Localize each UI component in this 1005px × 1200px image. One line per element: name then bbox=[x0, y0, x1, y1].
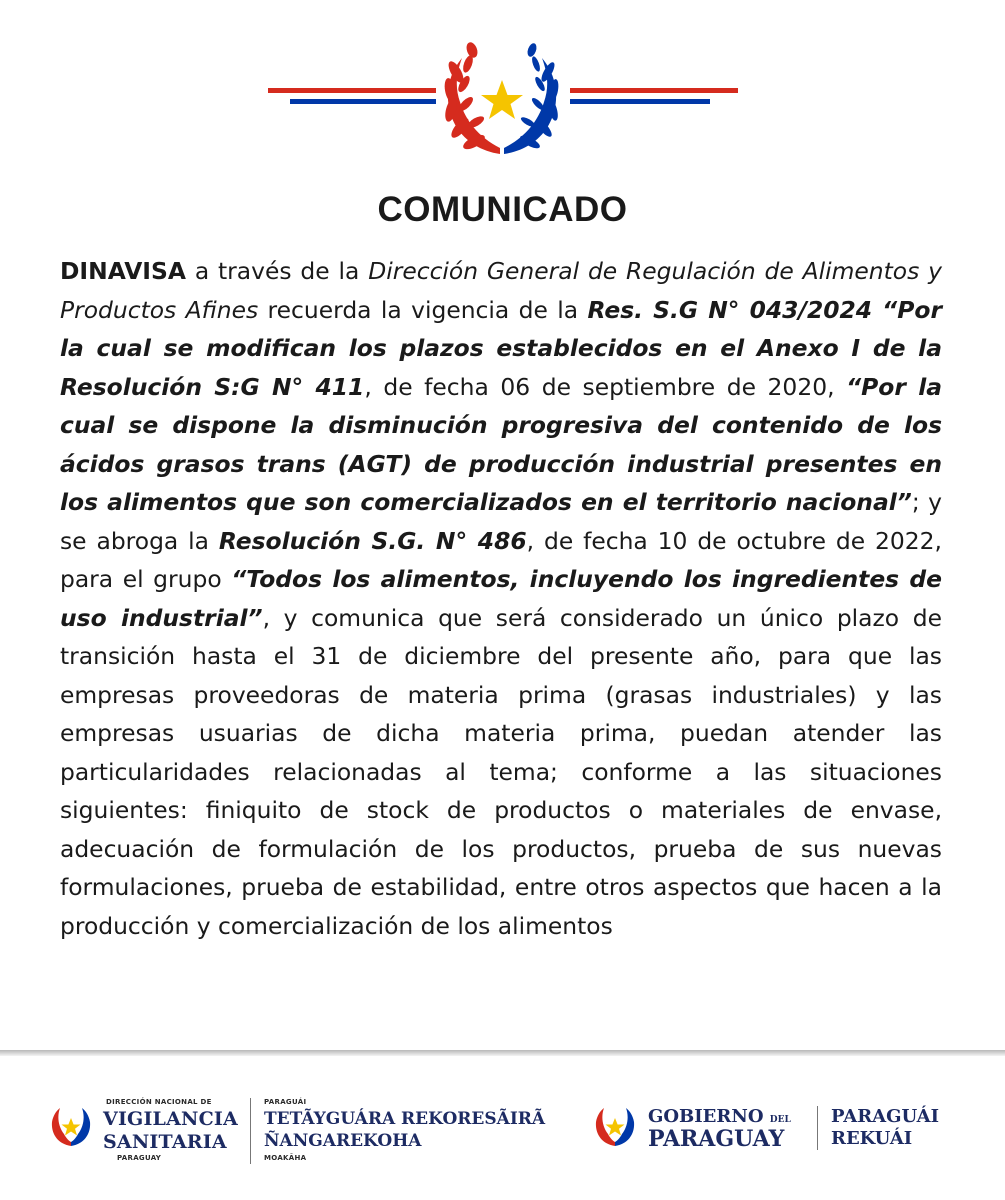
body-segment: , y comunica que será considerado un único plazo de transición hasta el 31 de diciembre del presente año, para que las empresas proveedoras de materia prima (grasas industriales) y las empresas usuarias de dicha materia prima, puedan atender las particularidades relacionadas al tema; conforme a las situaciones siguientes: finiquito de stock de productos o materiales de envase, adecuación de formulación de los productos, prueba de sus nuevas formulaciones, prueba de estabilidad, entre otros aspectos que hacen a la producción y comercialización de los alimentos bbox=[60, 603, 942, 940]
footer bbox=[0, 1060, 1005, 1200]
vigilancia-top-text: DIRECCIÓN NACIONAL DE bbox=[106, 1098, 212, 1106]
flag-stripes-left bbox=[268, 88, 436, 104]
blue-stripe bbox=[290, 99, 436, 104]
vigilancia-line2: SANITARIA bbox=[103, 1131, 227, 1153]
del-word: DEL bbox=[769, 1115, 791, 1125]
gobierno-label bbox=[648, 1106, 791, 1127]
blue-stripe bbox=[570, 99, 710, 104]
guarani-bottom-text: MOAKÃHA bbox=[264, 1154, 307, 1162]
body-segment: a través de la bbox=[185, 257, 369, 285]
communique-body bbox=[60, 252, 942, 945]
vigilancia-line1: VIGILANCIA bbox=[103, 1108, 238, 1130]
body-segment: Dirección General de Regulación de Alimentos y Productos Afines bbox=[60, 257, 942, 324]
body-segment: “Por la cual se dispone la disminución progresiva del contenido de los ácidos grasos trans (AGT) de producción industrial presentes en los alimentos que son comercializados en el territorio nacional” bbox=[60, 372, 942, 516]
red-stripe bbox=[570, 88, 738, 93]
body-segment: , de fecha 10 de octubre de 2022, para el grupo bbox=[60, 526, 942, 593]
vigilancia-bottom-text: PARAGUAY bbox=[117, 1154, 162, 1162]
guarani-line1: TETÃYGUÁRA REKORESÃIRÃ bbox=[264, 1109, 546, 1129]
gobierno-emblem-icon bbox=[592, 1104, 638, 1150]
body-segment: recuerda la vigencia de la bbox=[258, 295, 588, 324]
footer-divider bbox=[0, 1050, 1005, 1056]
footer-separator bbox=[250, 1098, 251, 1164]
paraguay-emblem-icon bbox=[436, 42, 568, 160]
flag-stripes-right bbox=[570, 88, 738, 104]
header bbox=[0, 0, 1005, 170]
body-segment: ; y se abroga la bbox=[60, 488, 942, 555]
footer-separator bbox=[817, 1106, 818, 1150]
vigilancia-emblem-icon bbox=[48, 1104, 94, 1150]
body-segment: Res. S.G N° 043/2024 “Por la cual se modifican los plazos establecidos en el Anexo I de la Resolución S:G N° 411 bbox=[60, 295, 942, 401]
paraguay-word: PARAGUAY bbox=[648, 1126, 785, 1152]
guarani-line2: ÑANGAREKOHA bbox=[264, 1131, 422, 1151]
red-stripe bbox=[268, 88, 436, 93]
body-segment: , de fecha 06 de septiembre de 2020, bbox=[364, 372, 847, 401]
body-segment: DINAVISA bbox=[60, 257, 186, 285]
paraguai-word: PARAGUÁI bbox=[831, 1106, 940, 1127]
body-segment: Resolución S.G. N° 486 bbox=[218, 526, 527, 555]
guarani-top-text: PARAGUÁI bbox=[264, 1098, 307, 1106]
rekuai-word: REKUÁI bbox=[831, 1128, 913, 1149]
gobierno-word: GOBIERNO bbox=[648, 1106, 764, 1127]
body-segment: “Todos los alimentos, incluyendo los ingredientes de uso industrial” bbox=[60, 565, 942, 632]
page-title: COMUNICADO bbox=[377, 190, 628, 229]
